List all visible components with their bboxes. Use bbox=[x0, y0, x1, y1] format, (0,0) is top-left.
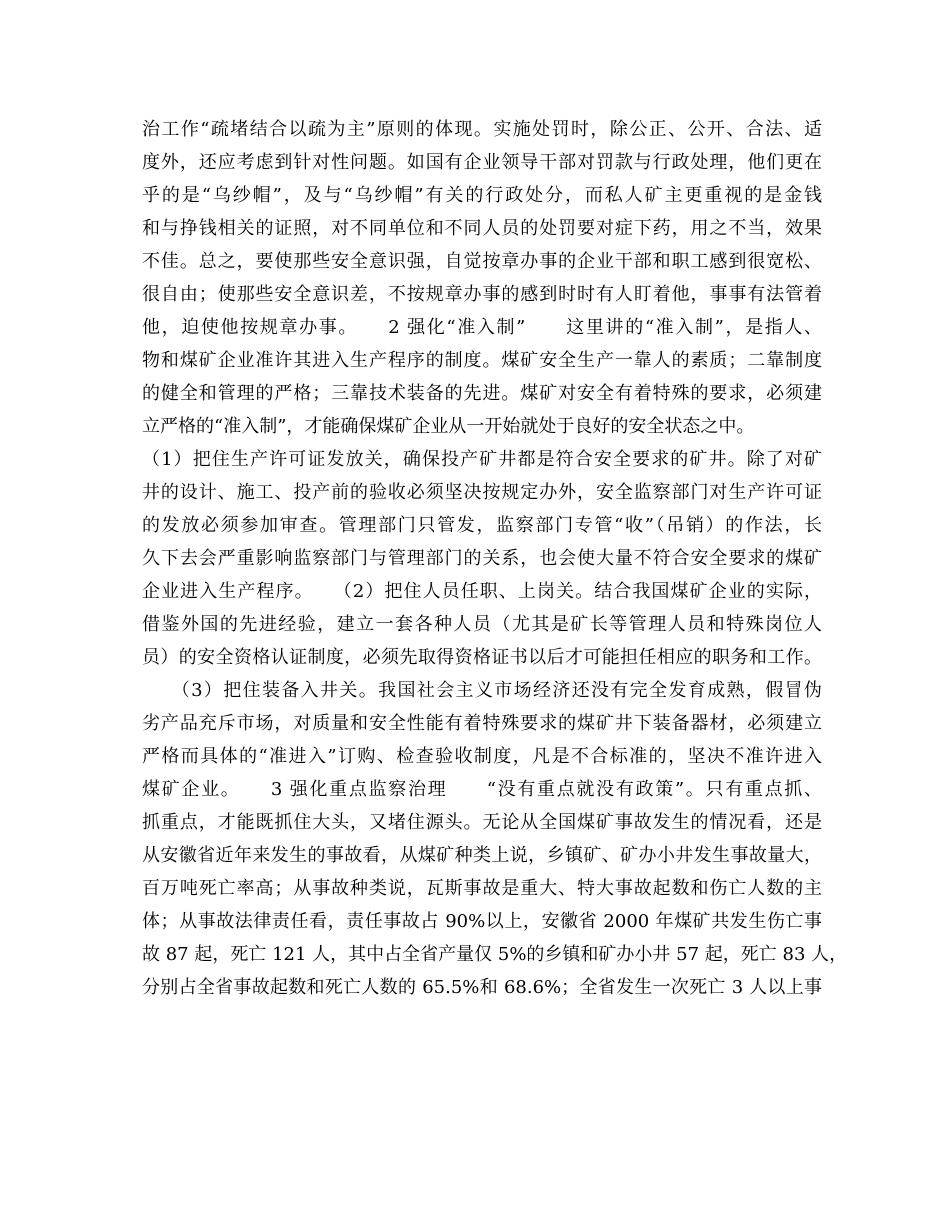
text-line: 体；从事故法律责任看，责任事故占 90%以上，安徽省 2000 年煤矿共发生伤亡事 bbox=[142, 911, 822, 932]
text-line: 立严格的“准入制”，才能确保煤矿企业从一开始就处于良好的安全状态之中。 bbox=[142, 416, 755, 437]
text-line: 乎的是“乌纱帽”，及与“乌纱帽”有关的行政处分，而私人矿主更重视的是金钱 bbox=[142, 185, 822, 206]
text-line: 很自由；使那些安全意识差，不按规章办事的感到时时有人盯着他，事事有法管着 bbox=[142, 284, 822, 305]
text-line: （1）把住生产许可证发放关，确保投产矿井都是符合安全要求的矿井。除了对矿 bbox=[142, 449, 822, 470]
text-line: 员）的安全资格认证制度，必须先取得资格证书以后才可能担任相应的职务和工作。 bbox=[142, 647, 822, 668]
text-line: 抓重点，才能既抓住大头，又堵住源头。无论从全国煤矿事故发生的情况看，还是 bbox=[142, 812, 822, 833]
text-line: 故 87 起，死亡 121 人，其中占全省产量仅 5%的乡镇和矿办小井 57 起，死亡 83 人， bbox=[142, 944, 848, 965]
text-line: 借鉴外国的先进经验，建立一套各种人员（尤其是矿长等管理人员和特殊岗位人 bbox=[142, 614, 822, 635]
text-line: 劣产品充斥市场，对质量和安全性能有着特殊要求的煤矿井下装备器材，必须建立 bbox=[142, 713, 822, 734]
text-line: 和与挣钱相关的证照，对不同单位和不同人员的处罚要对症下药，用之不当，效果 bbox=[142, 218, 822, 239]
text-line: 久下去会严重影响监察部门与管理部门的关系，也会使大量不符合安全要求的煤矿 bbox=[142, 548, 822, 569]
text-line: 从安徽省近年来发生的事故看，从煤矿种类上说，乡镇矿、矿办小井发生事故量大， bbox=[142, 845, 822, 866]
text-line: 他，迫使他按规章办事。 2 强化“准入制” 这里讲的“准入制”，是指人、 bbox=[142, 317, 822, 338]
text-line: 物和煤矿企业准许其进入生产程序的制度。煤矿安全生产一靠人的素质；二靠制度 bbox=[142, 350, 822, 371]
body-text bbox=[142, 113, 848, 1004]
text-line: 百万吨死亡率高；从事故种类说，瓦斯事故是重大、特大事故起数和伤亡人数的主 bbox=[142, 878, 822, 899]
text-line: 不佳。总之，要使那些安全意识强，自觉按章办事的企业干部和职工感到很宽松、 bbox=[142, 251, 822, 272]
text-line: 严格而具体的“准进入”订购、检查验收制度，凡是不合标准的，坚决不准许进入 bbox=[142, 746, 822, 767]
text-line: 治工作“疏堵结合以疏为主”原则的体现。实施处罚时，除公正、公开、合法、适 bbox=[142, 119, 822, 140]
text-line: 的发放必须参加审查。管理部门只管发，监察部门专管“收”（吊销）的作法，长 bbox=[142, 515, 822, 536]
text-line: 度外，还应考虑到针对性问题。如国有企业领导干部对罚款与行政处理，他们更在 bbox=[142, 152, 822, 173]
text-line: 井的设计、施工、投产前的验收必须坚决按规定办外，安全监察部门对生产许可证 bbox=[142, 482, 822, 503]
text-line: 分别占全省事故起数和死亡人数的 65.5%和 68.6%；全省发生一次死亡 3 人以上事 bbox=[142, 977, 822, 998]
text-line: （3）把住装备入井关。我国社会主义市场经济还没有完全发育成熟，假冒伪 bbox=[142, 680, 822, 701]
text-line: 煤矿企业。 3 强化重点监察治理 “没有重点就没有政策”。只有重点抓、 bbox=[142, 779, 822, 800]
text-line: 企业进入生产程序。 （2）把住人员任职、上岗关。结合我国煤矿企业的实际， bbox=[142, 581, 822, 602]
text-line: 的健全和管理的严格；三靠技术装备的先进。煤矿对安全有着特殊的要求，必须建 bbox=[142, 383, 822, 404]
